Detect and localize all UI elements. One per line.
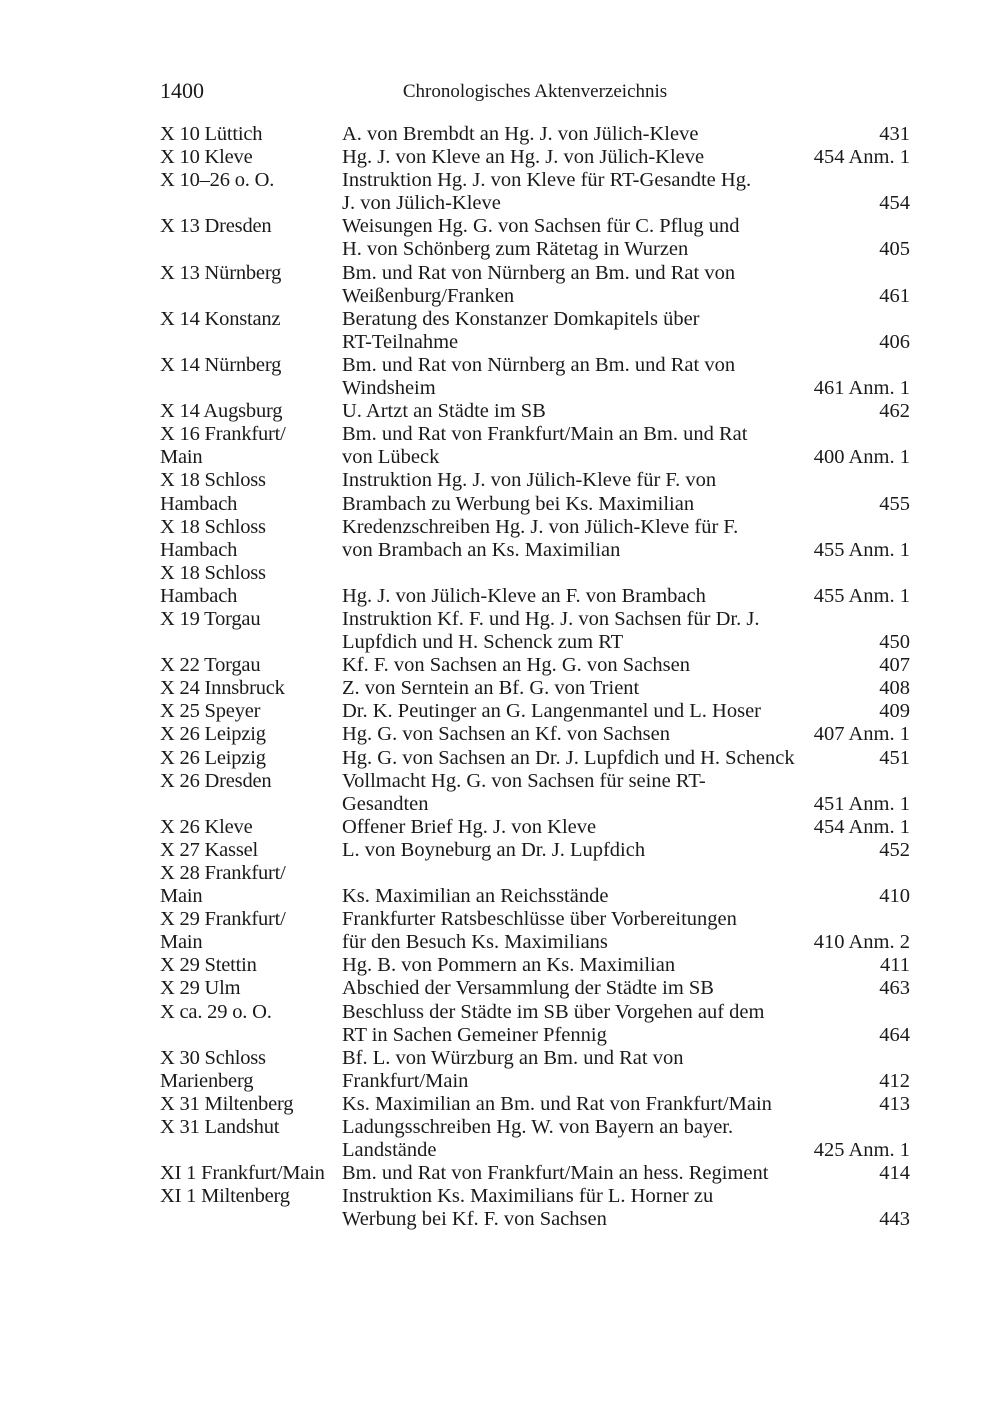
entry-reference: 454 Anm. 1 bbox=[813, 815, 910, 838]
entry-reference: 410 bbox=[879, 885, 910, 908]
entry-description: Hg. J. von Jülich-Kleve an F. von Brambach bbox=[342, 584, 706, 607]
entry-description: A. von Brembdt an Hg. J. von Jülich-Kleve bbox=[342, 123, 699, 145]
entry-reference: 454 Anm. 1 bbox=[813, 146, 910, 169]
entry-row bbox=[160, 1162, 910, 1185]
entry-reference: 409 bbox=[879, 700, 910, 723]
entry-reference: 463 bbox=[879, 977, 910, 1000]
entry-reference: 407 bbox=[879, 654, 910, 677]
entry-date: X 10–26 o. O. bbox=[160, 169, 275, 192]
entry-row bbox=[160, 1047, 910, 1093]
entry-date: X 31 Landshut bbox=[160, 1116, 280, 1139]
entry-date: X 13 Nürnberg bbox=[160, 261, 282, 284]
entry-date: X 19 Torgau bbox=[160, 607, 261, 630]
entry-description: Hg. J. von Kleve an Hg. J. von Jülich-Kleve bbox=[342, 146, 705, 169]
entry-date: X 14 Augsburg bbox=[160, 400, 283, 423]
entry-description: Vollmacht Hg. G. von Sachsen für seine RT- Gesandten bbox=[342, 769, 706, 815]
entry-date: X 29 Stettin bbox=[160, 954, 257, 977]
entry-row bbox=[160, 816, 910, 839]
entry-date: X 27 Kassel bbox=[160, 838, 259, 861]
entry-reference: 407 Anm. 1 bbox=[813, 723, 910, 746]
entry-reference: 451 Anm. 1 bbox=[813, 792, 910, 815]
entry-description: Abschied der Versammlung der Städte im SB bbox=[342, 977, 714, 1000]
entry-row bbox=[160, 562, 910, 608]
entry-row bbox=[160, 423, 910, 469]
entry-date: X 31 Miltenberg bbox=[160, 1092, 294, 1115]
entry-row bbox=[160, 1185, 910, 1231]
entry-description: Hg. G. von Sachsen an Kf. von Sachsen bbox=[342, 723, 670, 746]
entry-reference: 454 bbox=[879, 192, 910, 215]
entry-reference: 400 Anm. 1 bbox=[813, 446, 910, 469]
entry-description: Dr. K. Peutinger an G. Langenmantel und L. Hoser bbox=[342, 700, 762, 723]
entry-date: X 14 Nürnberg bbox=[160, 353, 282, 376]
entry-reference: 408 bbox=[879, 677, 910, 700]
entry-description: Instruktion Kf. F. und Hg. J. von Sachsen für Dr. J. Lupfdich und H. Schenck zum RT bbox=[342, 607, 760, 654]
entry-date: X 18 Schloss Hambach bbox=[160, 561, 266, 607]
entry-row bbox=[160, 954, 910, 977]
entry-description: Ks. Maximilian an Bm. und Rat von Frankfurt/Main bbox=[342, 1092, 772, 1115]
entry-description: Beschluss der Städte im SB über Vorgehen auf dem RT in Sachen Gemeiner Pfennig bbox=[342, 1000, 765, 1046]
entry-date: X 26 Leipzig bbox=[160, 723, 266, 746]
entry-description: Bf. L. von Würzburg an Bm. und Rat von Frankfurt/Main bbox=[342, 1046, 684, 1092]
entry-description: Instruktion Ks. Maximilians für L. Horner zu Werbung bei Kf. F. von Sachsen bbox=[342, 1185, 714, 1231]
entry-row bbox=[160, 723, 910, 746]
entry-row bbox=[160, 770, 910, 816]
entry-description: Instruktion Hg. J. von Jülich-Kleve für F. von Brambach zu Werbung bei Ks. Maximilian bbox=[342, 469, 717, 515]
entry-reference: 406 bbox=[879, 330, 910, 353]
entry-description: Weisungen Hg. G. von Sachsen für C. Pflug und H. von Schönberg zum Rätetag in Wurzen bbox=[342, 215, 740, 261]
entry-description: Bm. und Rat von Frankfurt/Main an Bm. und Rat von Lübeck bbox=[342, 423, 748, 469]
entry-reference: 413 bbox=[879, 1092, 910, 1115]
entry-row bbox=[160, 1001, 910, 1047]
entry-reference: 462 bbox=[879, 400, 910, 423]
entry-date: X 18 Schloss Hambach bbox=[160, 469, 266, 515]
entry-description: Frankfurter Ratsbeschlüsse über Vorbereitungen für den Besuch Ks. Maximilians bbox=[342, 908, 737, 954]
entry-row bbox=[160, 677, 910, 700]
entry-date: X 16 Frankfurt/ Main bbox=[160, 423, 286, 469]
entry-row bbox=[160, 516, 910, 562]
entry-reference: 455 Anm. 1 bbox=[813, 538, 910, 561]
entry-reference: 452 bbox=[879, 838, 910, 861]
entry-row bbox=[160, 169, 910, 215]
entry-reference: 461 Anm. 1 bbox=[813, 377, 910, 400]
entry-date: XI 1 Miltenberg bbox=[160, 1185, 290, 1208]
entry-row bbox=[160, 469, 910, 515]
entry-row bbox=[160, 700, 910, 723]
entry-date: X 10 Kleve bbox=[160, 146, 253, 169]
entry-date: X 30 Schloss Marienberg bbox=[160, 1046, 266, 1092]
entry-description: Kf. F. von Sachsen an Hg. G. von Sachsen bbox=[342, 654, 690, 677]
entry-row bbox=[160, 839, 910, 862]
entry-description: U. Artzt an Städte im SB bbox=[342, 400, 546, 423]
entry-date: X 25 Speyer bbox=[160, 700, 261, 723]
entry-reference: 450 bbox=[879, 631, 910, 654]
entry-description: Bm. und Rat von Frankfurt/Main an hess. Regiment bbox=[342, 1162, 769, 1185]
entry-reference: 464 bbox=[879, 1023, 910, 1046]
entry-reference: 461 bbox=[879, 284, 910, 307]
entry-row bbox=[160, 1116, 910, 1162]
entry-row bbox=[160, 862, 910, 908]
entry-description: Beratung des Konstanzer Domkapitels über RT-Teilnahme bbox=[342, 307, 700, 353]
entry-date: X 13 Dresden bbox=[160, 215, 272, 238]
entry-description: Instruktion Hg. J. von Kleve für RT-Gesandte Hg. J. von Jülich-Kleve bbox=[342, 169, 752, 215]
entry-date: X 26 Dresden bbox=[160, 769, 272, 792]
page-number: 1400 bbox=[160, 78, 204, 103]
entry-date: X 29 Frankfurt/ Main bbox=[160, 908, 286, 954]
entry-row bbox=[160, 654, 910, 677]
page-header bbox=[160, 78, 910, 108]
entry-row bbox=[160, 400, 910, 423]
entry-reference: 455 Anm. 1 bbox=[813, 584, 910, 607]
entry-reference: 411 bbox=[880, 954, 910, 977]
entry-reference: 412 bbox=[879, 1069, 910, 1092]
entry-reference: 410 Anm. 2 bbox=[813, 931, 910, 954]
chronological-entry-list bbox=[160, 123, 910, 1232]
entry-row bbox=[160, 123, 910, 146]
entry-row bbox=[160, 262, 910, 308]
entry-row bbox=[160, 1093, 910, 1116]
entry-row bbox=[160, 608, 910, 654]
entry-date: X 29 Ulm bbox=[160, 977, 241, 1000]
entry-description: Hg. B. von Pommern an Ks. Maximilian bbox=[342, 954, 676, 977]
entry-description: Bm. und Rat von Nürnberg an Bm. und Rat von Weißenburg/Franken bbox=[342, 261, 736, 307]
entry-reference: 405 bbox=[879, 238, 910, 261]
entry-description: L. von Boyneburg an Dr. J. Lupfdich bbox=[342, 838, 646, 861]
entry-reference: 414 bbox=[879, 1162, 910, 1185]
running-title: Chronologisches Aktenverzeichnis bbox=[402, 81, 668, 102]
entry-date: X 10 Lüttich bbox=[160, 123, 263, 145]
entry-description: Hg. G. von Sachsen an Dr. J. Lupfdich und H. Schenck bbox=[342, 746, 795, 769]
entry-date: X 22 Torgau bbox=[160, 654, 261, 677]
entry-row bbox=[160, 354, 910, 400]
entry-date: X 24 Innsbruck bbox=[160, 677, 285, 700]
entry-description: Bm. und Rat von Nürnberg an Bm. und Rat von Windsheim bbox=[342, 353, 736, 400]
entry-reference: 443 bbox=[879, 1208, 910, 1231]
entry-row bbox=[160, 977, 910, 1000]
entry-date: X 26 Kleve bbox=[160, 815, 253, 838]
entry-date: X 26 Leipzig bbox=[160, 746, 266, 769]
entry-row bbox=[160, 308, 910, 354]
entry-description: Kredenzschreiben Hg. J. von Jülich-Kleve für F. von Brambach an Ks. Maximilian bbox=[342, 515, 739, 561]
entry-row bbox=[160, 908, 910, 954]
entry-date: X 14 Konstanz bbox=[160, 307, 281, 330]
entry-description: Z. von Serntein an Bf. G. von Trient bbox=[342, 677, 640, 700]
entry-description: Ks. Maximilian an Reichsstände bbox=[342, 885, 609, 908]
entry-row bbox=[160, 146, 910, 169]
entry-reference: 451 bbox=[879, 746, 910, 769]
entry-reference: 455 bbox=[879, 492, 910, 515]
entry-description: Offener Brief Hg. J. von Kleve bbox=[342, 815, 597, 838]
entry-row bbox=[160, 215, 910, 261]
entry-date: X ca. 29 o. O. bbox=[160, 1000, 272, 1023]
entry-row bbox=[160, 747, 910, 770]
entry-date: X 18 Schloss Hambach bbox=[160, 515, 266, 561]
entry-date: XI 1 Frankfurt/Main bbox=[160, 1162, 325, 1185]
entry-date: X 28 Frankfurt/ Main bbox=[160, 862, 286, 908]
entry-reference: 425 Anm. 1 bbox=[813, 1139, 910, 1162]
entry-reference: 431 bbox=[879, 123, 910, 145]
entry-description: Ladungsschreiben Hg. W. von Bayern an bayer. Landstände bbox=[342, 1116, 734, 1162]
